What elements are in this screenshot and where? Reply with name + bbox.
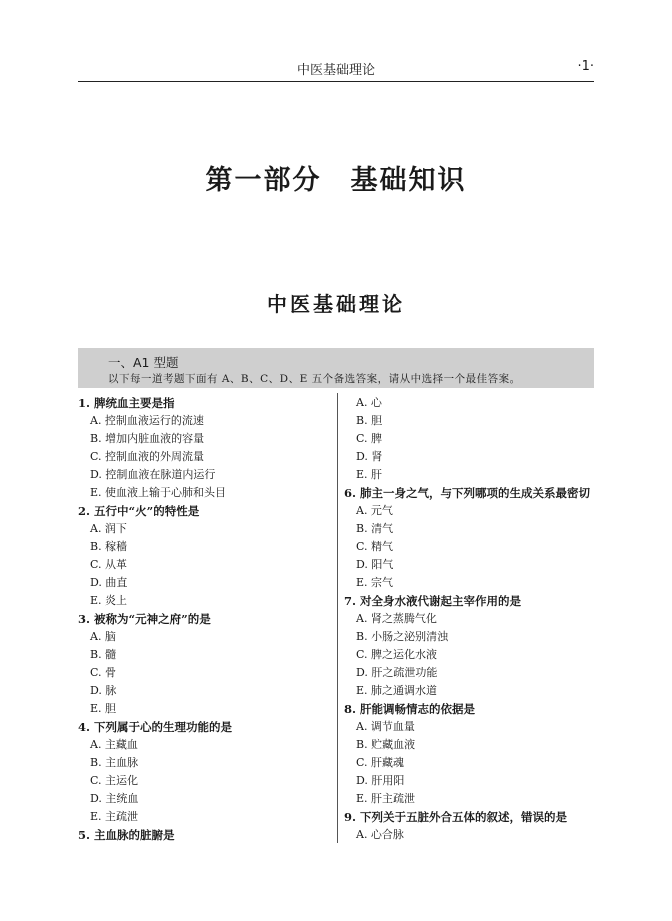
answer-option: D. 肝之疏泄功能	[356, 666, 438, 679]
question-stem: 2. 五行中“火”的特性是	[78, 504, 200, 518]
answer-option: E. 肺之通调水道	[356, 684, 438, 697]
answer-option: C. 脾	[356, 432, 383, 445]
answer-option: E. 使血液上输于心肺和头目	[90, 486, 227, 499]
question-stem: 1. 脾统血主要是指	[78, 396, 175, 410]
part-title: 第一部分 基础知识	[205, 165, 467, 196]
section-heading: 一、A1 型题	[108, 355, 179, 370]
question-stem: 6. 肺主一身之气，与下列哪项的生成关系最密切	[344, 486, 591, 500]
answer-option: A. 控制血液运行的流速	[90, 414, 204, 427]
answer-option: A. 心合脉	[356, 828, 404, 841]
answer-option: D. 肝用阳	[356, 774, 405, 787]
question-stem: 8. 肝能调畅情志的依据是	[344, 702, 476, 716]
answer-option: C. 主运化	[90, 774, 139, 787]
answer-option: E. 肝主疏泄	[356, 792, 416, 805]
answer-option: B. 清气	[356, 522, 394, 535]
question-stem: 4. 下列属于心的生理功能的是	[78, 720, 233, 734]
answer-option: B. 胆	[356, 414, 383, 427]
answer-option: A. 主藏血	[90, 738, 138, 751]
answer-option: D. 肾	[356, 450, 383, 463]
answer-option: A. 肾之蒸腾气化	[356, 612, 437, 625]
answer-option: B. 增加内脏血液的容量	[90, 432, 205, 445]
answer-option: C. 骨	[90, 666, 117, 679]
answer-option: A. 脑	[90, 630, 116, 643]
answer-option: A. 心	[356, 396, 382, 409]
answer-option: A. 润下	[90, 522, 127, 535]
answer-option: E. 胆	[90, 702, 117, 715]
answer-option: A. 调节血量	[356, 720, 415, 733]
question-stem: 7. 对全身水液代谢起主宰作用的是	[344, 594, 522, 608]
answer-option: C. 从革	[90, 558, 128, 571]
page-number: ·1·	[577, 59, 594, 74]
answer-option: D. 控制血液在脉道内运行	[90, 468, 216, 481]
running-header	[78, 55, 594, 82]
chapter-title: 中医基础理论	[267, 292, 405, 316]
question-stem: 5. 主血脉的脏腑是	[78, 828, 175, 842]
answer-option: E. 主疏泄	[90, 810, 139, 823]
question-stem: 3. 被称为“元神之府”的是	[78, 612, 211, 626]
answer-option: D. 曲直	[90, 576, 128, 589]
right-column	[344, 394, 594, 844]
answer-option: B. 稼穑	[90, 540, 128, 553]
answer-option: C. 脾之运化水液	[356, 648, 438, 661]
answer-option: C. 精气	[356, 540, 394, 553]
answer-option: C. 肝藏魂	[356, 756, 405, 769]
answer-option: B. 贮藏血液	[356, 738, 416, 751]
answer-option: D. 主统血	[90, 792, 139, 805]
answer-option: B. 主血脉	[90, 756, 139, 769]
answer-option: E. 炎上	[90, 594, 128, 607]
section-instruction: 以下每一道考题下面有 A、B、C、D、E 五个备选答案，请从中选择一个最佳答案。	[108, 373, 521, 385]
answer-option: D. 阳气	[356, 558, 394, 571]
left-column	[78, 394, 330, 844]
running-title: 中医基础理论	[296, 63, 375, 78]
answer-option: B. 髓	[90, 648, 117, 661]
question-stem: 9. 下列关于五脏外合五体的叙述，错误的是	[344, 810, 568, 824]
answer-option: B. 小肠之泌别清浊	[356, 630, 449, 643]
answer-option: E. 宗气	[356, 576, 394, 589]
column-divider	[337, 393, 338, 843]
answer-option: D. 脉	[90, 684, 117, 697]
section-header-box	[78, 348, 594, 388]
answer-option: A. 元气	[356, 504, 393, 517]
answer-option: E. 肝	[356, 468, 383, 481]
answer-option: C. 控制血液的外周流量	[90, 450, 205, 463]
